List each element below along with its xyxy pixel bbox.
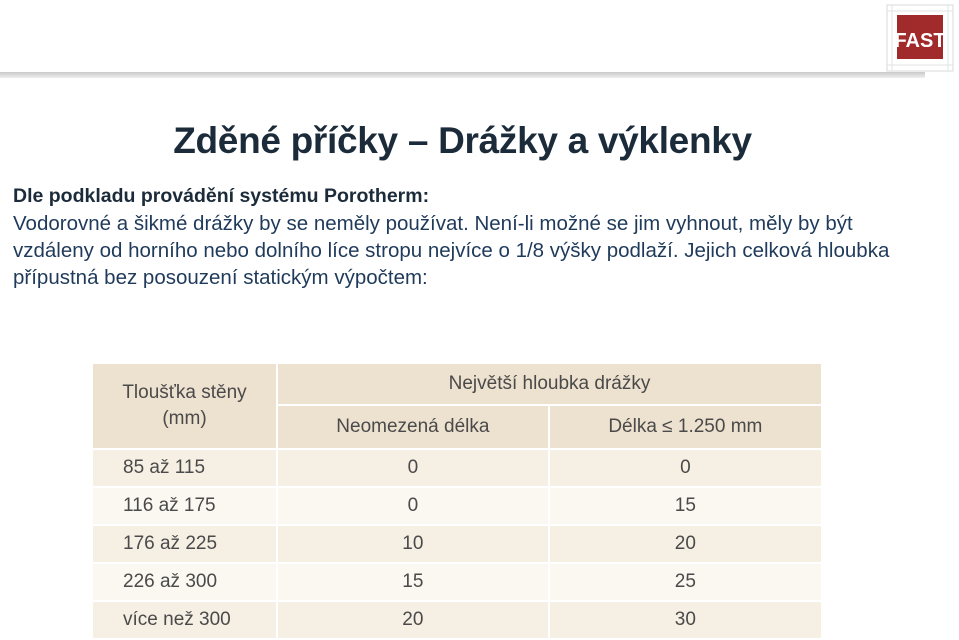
cell-thickness: 226 až 300	[92, 563, 277, 601]
cell-unlimited: 15	[277, 563, 549, 601]
cell-unlimited: 0	[277, 487, 549, 525]
cell-thickness: 176 až 225	[92, 525, 277, 563]
col-header-thickness-line2: (mm)	[162, 408, 207, 429]
logo-text: FAST	[894, 30, 946, 52]
cell-limited: 25	[549, 563, 822, 601]
col-header-thickness-line1: Tloušťka stěny	[122, 382, 247, 403]
table-row	[92, 563, 822, 601]
cell-limited: 20	[549, 525, 822, 563]
cell-limited: 15	[549, 487, 822, 525]
page-title: Zděné příčky – Drážky a výklenky	[173, 120, 752, 161]
table-row	[92, 449, 822, 487]
col-header-thickness	[92, 363, 277, 449]
paragraph-text: Vodorovné a šikmé drážky by se neměly používat. Není-li možné se jim vyhnout, měly by být vzdáleny od horního nebo dolního líce stropu nejvíce o 1/8 výšky podlaží. Jejich celková hloubka přípustná bez posouzení statickým výpočtem:	[13, 212, 890, 289]
fast-logo	[884, 3, 956, 73]
cell-limited: 30	[549, 601, 822, 639]
table-row	[92, 525, 822, 563]
cell-unlimited: 0	[277, 449, 549, 487]
cell-thickness: 116 až 175	[92, 487, 277, 525]
body-text	[13, 183, 913, 291]
subheader-unlimited: Neomezená délka	[277, 405, 549, 449]
cell-unlimited: 10	[277, 525, 549, 563]
table-row	[92, 487, 822, 525]
header-divider	[0, 72, 925, 78]
groove-depth-table	[91, 362, 823, 640]
cell-limited: 0	[549, 449, 822, 487]
lead-text: Dle podkladu provádění systému Porotherm:	[13, 185, 430, 207]
cell-thickness: 85 až 115	[92, 449, 277, 487]
table-row	[92, 601, 822, 639]
subheader-limited: Délka ≤ 1.250 mm	[549, 405, 822, 449]
cell-thickness: více než 300	[92, 601, 277, 639]
group-header: Největší hloubka drážky	[277, 363, 822, 405]
cell-unlimited: 20	[277, 601, 549, 639]
